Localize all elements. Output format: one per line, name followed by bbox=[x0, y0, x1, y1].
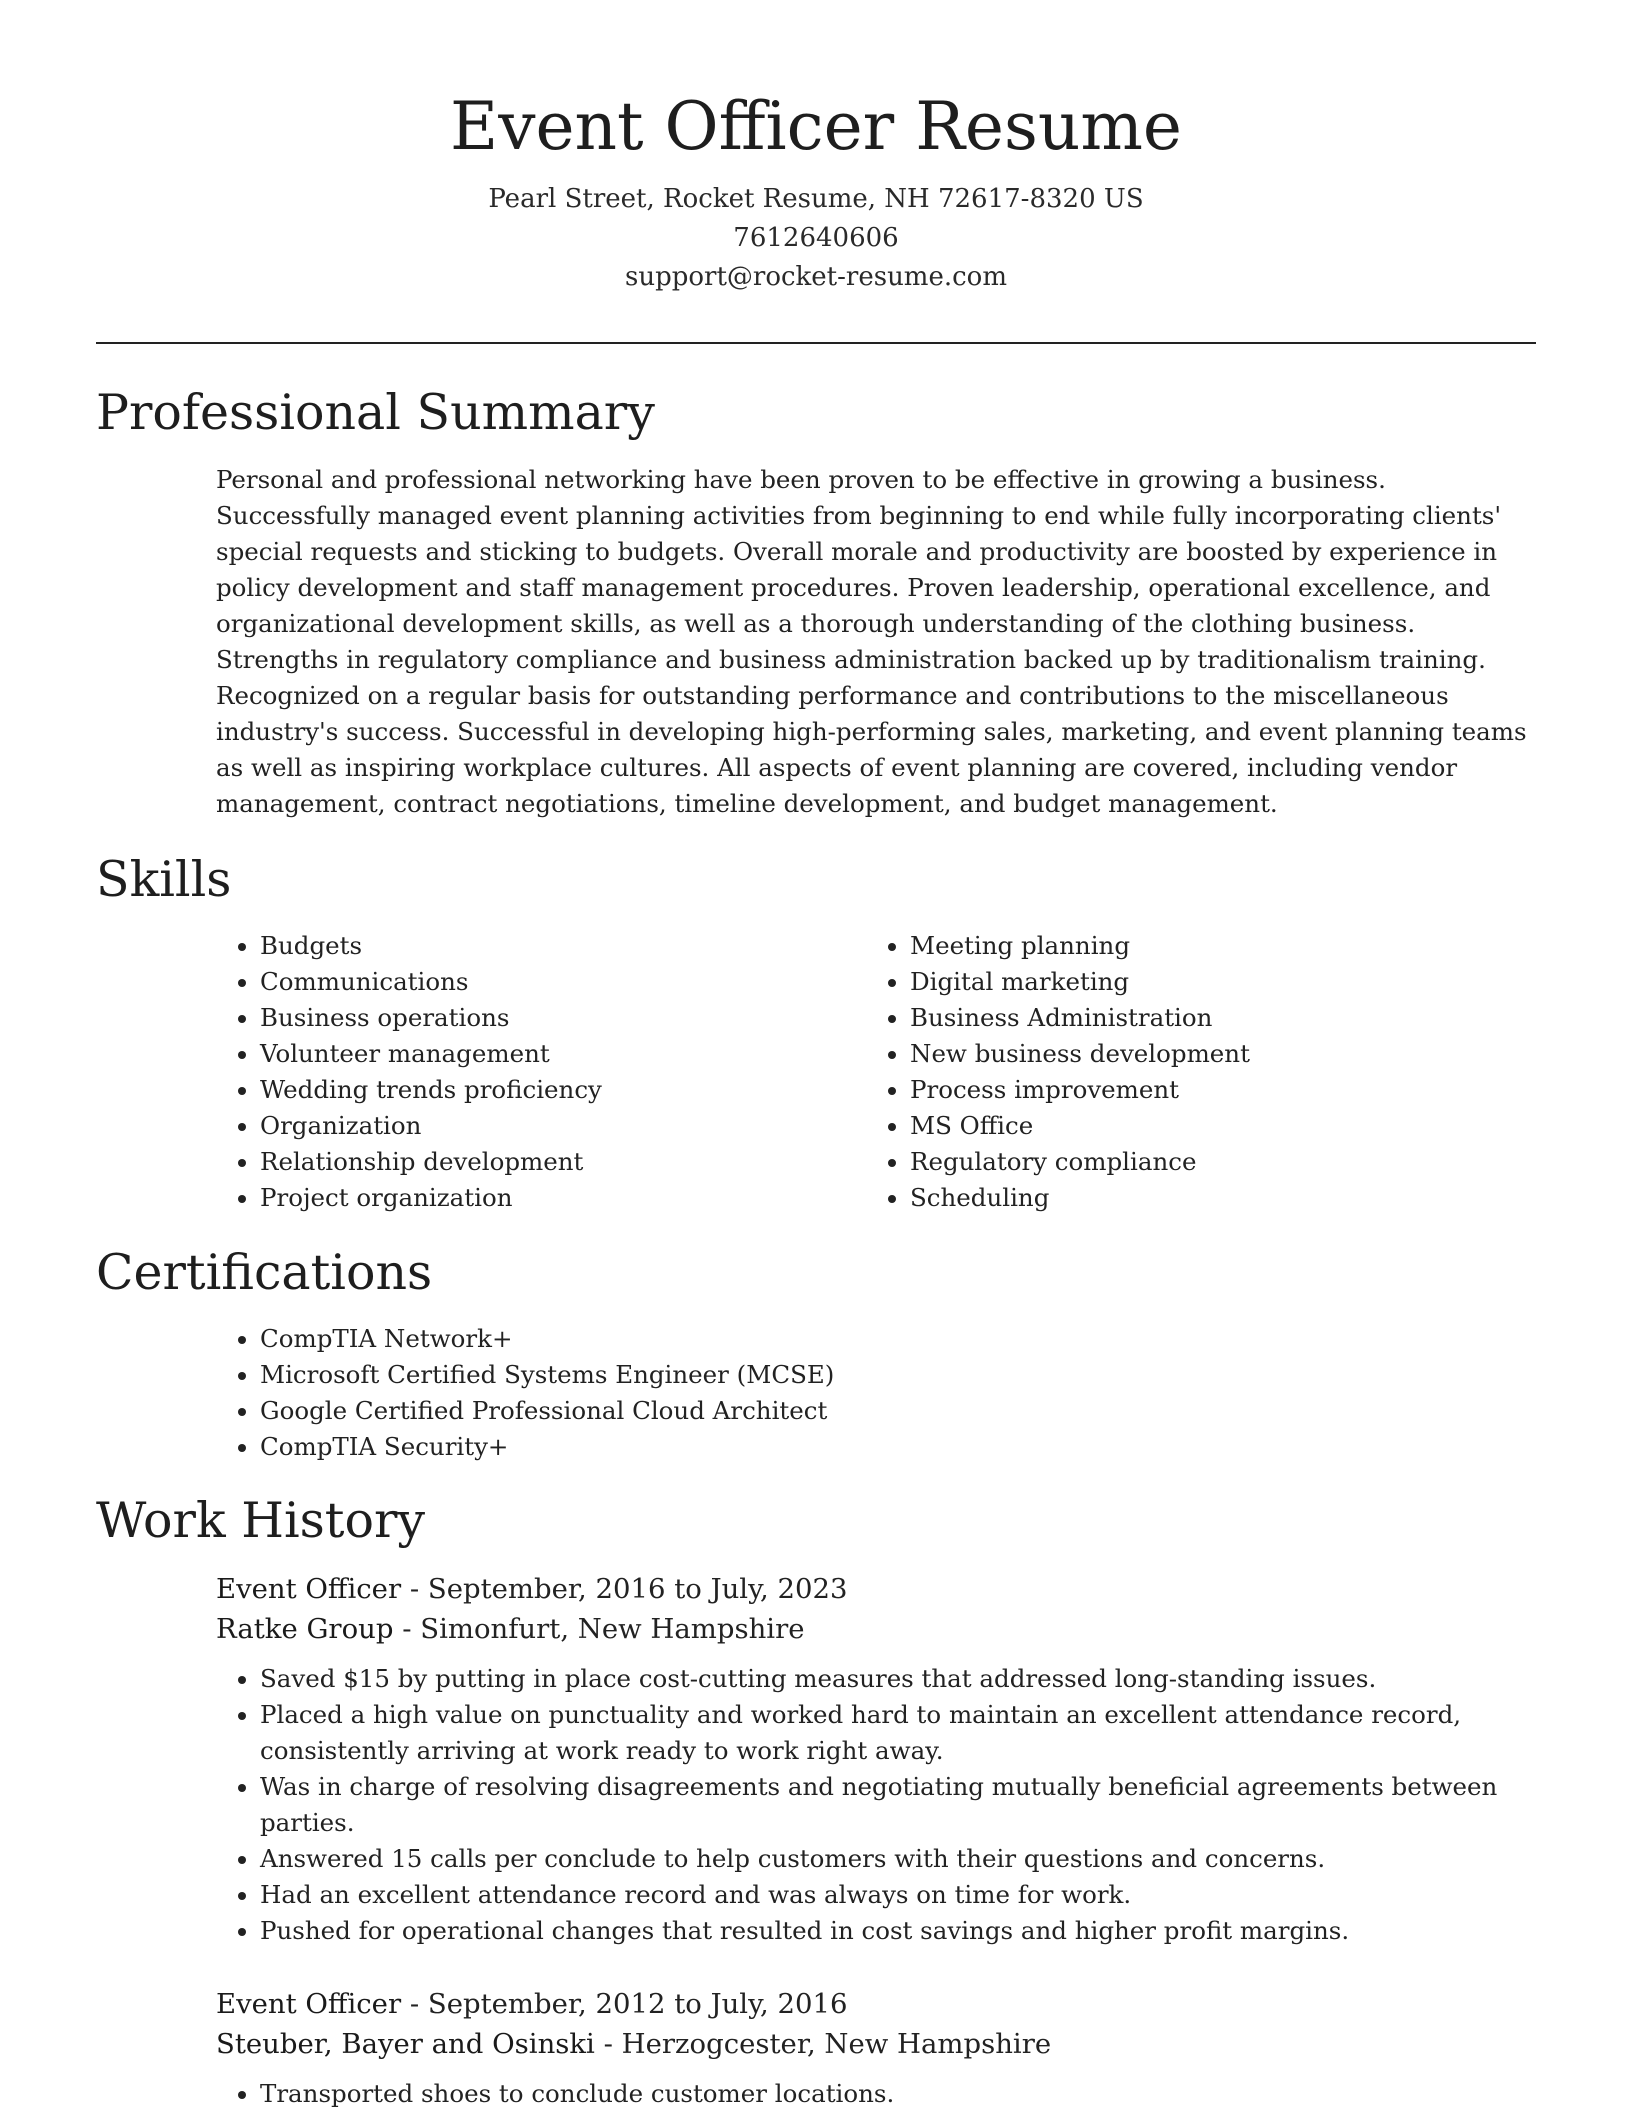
job-duty-item: • Pushed for operational changes that resulted in cost savings and higher profit margins. bbox=[260, 1913, 1536, 1949]
job-duty-item: • Had an excellent attendance record and was always on time for work. bbox=[260, 1877, 1536, 1913]
job-duty-item: • Answered 15 calls per conclude to help customers with their questions and concerns. bbox=[260, 1841, 1536, 1877]
skill-item: • Scheduling bbox=[910, 1180, 1486, 1216]
certification-item: • Microsoft Certified Systems Engineer (MCSE) bbox=[260, 1357, 1416, 1393]
job-title-line bbox=[216, 1569, 1536, 1609]
job-separator: - bbox=[603, 2028, 622, 2060]
skill-item: • MS Office bbox=[910, 1108, 1486, 1144]
job-entry bbox=[216, 1569, 1536, 1949]
contact-address: Pearl Street, Rocket Resume, NH 72617-8320 US bbox=[488, 184, 1144, 214]
skill-item: • Relationship development bbox=[260, 1144, 836, 1180]
job-duty-item: • Saved $15 by putting in place cost-cutting measures that addressed long-standing issues. bbox=[260, 1661, 1536, 1697]
summary-heading: Professional Summary bbox=[96, 384, 655, 441]
job-title-line bbox=[216, 1984, 1536, 2024]
skill-item: • New business development bbox=[910, 1036, 1486, 1072]
skill-item: • Organization bbox=[260, 1108, 836, 1144]
skill-item: • Volunteer management bbox=[260, 1036, 836, 1072]
contact-info bbox=[0, 180, 1632, 297]
job-company-line bbox=[216, 2024, 1536, 2064]
certification-item: • CompTIA Security+ bbox=[260, 1429, 1416, 1465]
job-separator: - bbox=[409, 1988, 428, 2020]
job-dates: September, 2016 to July, 2023 bbox=[427, 1573, 848, 1605]
job-company: Ratke Group bbox=[216, 1613, 394, 1645]
job-duties-list bbox=[216, 2076, 1536, 2112]
job-separator: - bbox=[409, 1573, 428, 1605]
header-divider bbox=[96, 342, 1536, 344]
skill-item: • Project organization bbox=[260, 1180, 836, 1216]
skill-item: • Meeting planning bbox=[910, 928, 1486, 964]
skill-item: • Wedding trends proficiency bbox=[260, 1072, 836, 1108]
certifications-list bbox=[216, 1321, 1416, 1465]
resume-header bbox=[0, 0, 1632, 297]
job-duty-item: • Placed a high value on punctuality and worked hard to maintain an excellent attendance record, consistently arriving at work ready to work right away. bbox=[260, 1697, 1536, 1769]
certification-item: • Google Certified Professional Cloud Architect bbox=[260, 1393, 1416, 1429]
job-role: Event Officer bbox=[216, 1988, 402, 2020]
skills-list-right bbox=[866, 928, 1486, 1216]
job-separator: - bbox=[402, 1613, 421, 1645]
job-duties-list bbox=[216, 1661, 1536, 1949]
job-company-line bbox=[216, 1609, 1536, 1649]
job-role: Event Officer bbox=[216, 1573, 402, 1605]
skills-column-left bbox=[216, 928, 836, 1216]
job-entry bbox=[216, 1984, 1536, 2112]
skill-item: • Regulatory compliance bbox=[910, 1144, 1486, 1180]
skill-item: • Digital marketing bbox=[910, 964, 1486, 1000]
summary-text: Personal and professional networking have been proven to be effective in growing a business. Successfully managed event planning activities from beginning to end while fully incorporating clients' special requests and sticking to budgets. Overall morale and productivity are boosted by experience in policy development and staff management procedures. Proven leadership, operational excellence, and organizational development skills, as well as a thorough understanding of the clothing business. Strengths in regulatory compliance and business administration backed up by traditionalism training. Recognized on a regular basis for outstanding performance and contributions to the miscellaneous industry's success. Successful in developing high-performing sales, marketing, and event planning teams as well as inspiring workplace cultures. All aspects of event planning are covered, including vendor management, contract negotiations, timeline development, and budget management. bbox=[216, 465, 1527, 818]
resume-title: Event Officer Resume bbox=[450, 88, 1182, 165]
certification-item: • CompTIA Network+ bbox=[260, 1321, 1416, 1357]
contact-phone: 7612640606 bbox=[733, 223, 899, 253]
contact-email: support@rocket-resume.com bbox=[624, 262, 1007, 292]
job-location: Herzogcester, New Hampshire bbox=[621, 2028, 1052, 2060]
job-duty-item: • Was in charge of resolving disagreements and negotiating mutually beneficial agreements between parties. bbox=[260, 1769, 1536, 1841]
skill-item: • Budgets bbox=[260, 928, 836, 964]
certifications-heading: Certifications bbox=[96, 1244, 433, 1301]
skill-item: • Communications bbox=[260, 964, 836, 1000]
work-history-heading: Work History bbox=[96, 1492, 426, 1549]
job-dates: September, 2012 to July, 2016 bbox=[427, 1988, 848, 2020]
skill-item: • Business Administration bbox=[910, 1000, 1486, 1036]
job-location: Simonfurt, New Hampshire bbox=[420, 1613, 805, 1645]
certifications-block bbox=[216, 1321, 1416, 1465]
skills-list-left bbox=[216, 928, 836, 1216]
skills-heading: Skills bbox=[96, 851, 232, 908]
skills-column-right bbox=[866, 928, 1486, 1216]
job-duty-item: • Transported shoes to conclude customer locations. bbox=[260, 2076, 1536, 2112]
job-company: Steuber, Bayer and Osinski bbox=[216, 2028, 595, 2060]
skill-item: • Process improvement bbox=[910, 1072, 1486, 1108]
skill-item: • Business operations bbox=[260, 1000, 836, 1036]
